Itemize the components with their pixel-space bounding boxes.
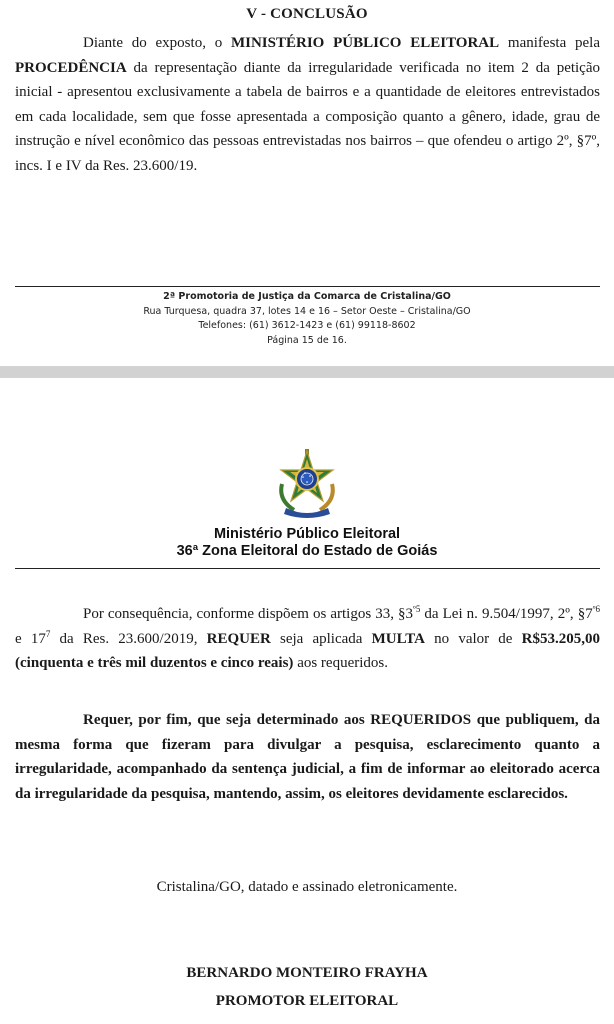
place-date: Cristalina/GO, datado e assinado eletronicamente. [156,879,458,895]
text-run: no valor de [424,630,522,647]
footer-address: Rua Turquesa, quadra 37, lotes 14 e 16 – Setor Oeste – Cristalina/GO [143,305,471,317]
footer-phones: Telefones: (61) 3612-1423 e (61) 99118-8602 [198,320,416,331]
page-16 [0,378,614,1024]
text-run: Por consequência, conforme dispõem os artigos 33, §3 [83,606,414,622]
brazil-coat-of-arms-icon [272,448,342,520]
page-separator [0,366,614,378]
text-run: aos requeridos. [293,655,388,672]
signer-name: BERNARDO MONTEIRO FRAYHA [186,965,428,981]
footnote-ref: º5 [413,604,421,614]
page-footer [0,290,614,348]
text-run: seja aplicada [270,630,372,647]
footer-page-number: Página 15 de 16. [267,334,347,346]
signer-title: PROMOTOR ELEITORAL [215,993,399,1009]
request-paragraph [15,602,600,676]
bold-run: PROCEDÊNCIA [15,59,127,76]
bold-run: R$53.205,00 (cinquenta e três mil duzentos e cinco reais) [15,630,600,672]
footer-office: 2ª Promotoria de Justiça da Comarca de Cristalina/GO [163,291,451,302]
text-run: da representação diante da irregularidade verificada no item 2 da petição inicial - apresentou exclusivamente a tabela de bairros e a quantidade de eleitores entrevistados em cada localidade, sem que fosse apresentada a composição quanto a gênero, idade, grau de instrução e nível econômico das pessoas entrevistadas nos bairros – que ofendeu o artigo 2º, §7º, incs. I e IV da Res. 23.600/19. [15,59,600,174]
institution-name: Ministério Público Eleitoral [213,526,401,542]
page-15 [0,0,614,366]
conclusion-paragraph [15,31,600,179]
bold-run: REQUER [206,630,271,647]
publication-request-paragraph: Requer, por fim, que seja determinado aos REQUERIDOS que publiquem, da mesma forma que fizeram para divulgar a pesquisa, esclarecimento quanto a irregularidade, acompanhado da sentença judicial, a fim de informar ao eleitorado acerca da irregularidade da pesquisa, mantendo, assim, os eleitores devidamente esclarecidos. [15,712,600,802]
text-run: e 17 [15,630,46,647]
bold-run: MINISTÉRIO PÚBLICO ELEITORAL [230,35,500,51]
header-divider [15,568,600,569]
footnote-ref: º6 [592,604,600,614]
text-run: Diante do exposto, o [83,35,231,51]
text-run: da Res. 23.600/2019, [50,630,207,647]
institution-header [0,526,614,560]
text-run: manifesta pela [499,35,600,51]
footnote-ref: 7 [45,628,51,639]
electoral-zone: 36ª Zona Eleitoral do Estado de Goiás [176,543,438,559]
section-heading: V - CONCLUSÃO [246,6,368,22]
footer-divider [15,286,600,287]
bold-run: MULTA [371,630,425,647]
text-run: da Lei n. 9.504/1997, 2º, §7 [420,606,593,622]
